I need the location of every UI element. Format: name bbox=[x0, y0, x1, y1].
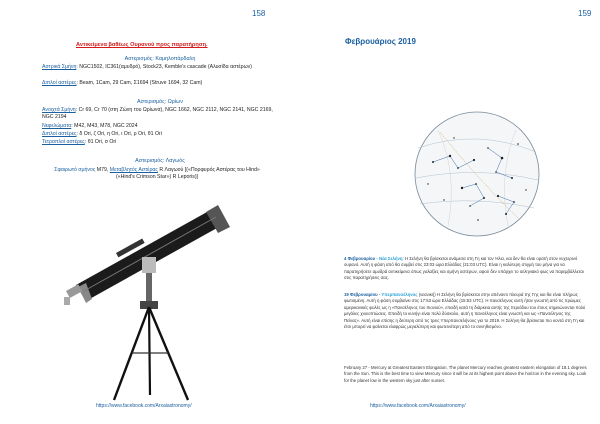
sky-map bbox=[378, 108, 576, 240]
section-heading-camelopardalis: Αστερισμός: Καμηλοπάρδαλη bbox=[124, 56, 196, 62]
telescope-tube bbox=[76, 205, 230, 303]
event-new-moon: 4 Φεβρουαρίου - Νέα Σελήνη: Η Σελήνη θα βρίσκεται ανάμεσα στη Γη και τον Ήλιο, και δεν θα είναι ορατή στον νυχτερινό ουρανό. Αυτή η φάση από θα συμβεί στις 23:03 ώρα Ελλάδας (21:03 UTC). Είναι η καλύτερη στιγμή του μήνα για να παρατηρήσετε αμυδρά αντικείμενα όπως γαλαξίες και σμήνη αστέρων, αφού δεν υπάρχει το σεληνιακό φως να παρεμβάλλεται στις παρατηρήσεις σας. bbox=[344, 256, 584, 281]
orion-nebulae bbox=[42, 123, 282, 130]
lepus-objects bbox=[52, 167, 262, 181]
line-text: : δ Ori, ζ Ori, η Ori, ι Ori, ρ Ori, θ1 Ori bbox=[76, 131, 162, 137]
mount bbox=[140, 257, 158, 309]
footer-link-left[interactable]: https://www.facebook.com/Arxaiastronomy/ bbox=[96, 403, 192, 409]
event-mercury bbox=[344, 365, 588, 384]
line-text: : θ1 Ori, σ Ori bbox=[84, 139, 117, 145]
event-text: (νεανική) Η Σελήνη θα βρίσκεται στην απέναντι πλευρά της Γης και θα είναι πλήρως φωτισμένη. Αυτή η φάση συμβαίνει στις 17:53 ώρα Ελλάδας (15:53 UTC). Η πανσέληνος αυτή ήταν γνωστή από τις πρώιμες αμερικανικές φυλές ως η «Πανσέληνος του Χιονιού», επειδή κατά τη διάρκεια αυτής της περιόδου του έτους σημειώνονται πολύ μεγάλες χιονοπτώσεις. Επειδή το κυνήγι είναι πολύ δύσκολο, αυτή η πανσέληνος είναι γνωστή και ως «Πανσέληνος της Πείνας». Αυτή είναι επίσης η δεύτερη από τις τρεις Υπερπανσελήνους για το 2019. Η Σελήνη θα βρίσκεται πιο κοντά στη Γη και έτσι μπορεί να φαίνεται ελαφρώς μεγαλύτερη και φωτεινότερη από το συνηθισμένο. bbox=[344, 292, 586, 330]
left-page-title: Αντικείμενα βαθέως Ουρανού προς παρατήρηση. bbox=[76, 42, 208, 48]
line-label[interactable]: Ανοιχτά Σμήνη bbox=[42, 107, 76, 113]
page-number-right: 159 bbox=[578, 9, 592, 18]
line-label[interactable]: Διπλοί αστέρες bbox=[42, 80, 77, 86]
line-text: : M42, M43, M78, NGC 2024 bbox=[71, 123, 138, 129]
camelopardalis-doubles bbox=[42, 80, 282, 87]
sky-horizon-circle bbox=[415, 112, 539, 236]
line-text: Μ79, bbox=[95, 167, 110, 173]
right-page bbox=[300, 0, 600, 424]
tripod bbox=[114, 307, 188, 400]
event-name: Νέα Σελήνη bbox=[379, 256, 403, 261]
line-label[interactable]: Αστρικά Σμήνη bbox=[42, 64, 77, 70]
page-number-left: 158 bbox=[252, 9, 266, 18]
line-label[interactable]: Νεφελώματα bbox=[42, 123, 72, 129]
event-date: 19 Φεβρουαρίου bbox=[344, 292, 378, 297]
orion-open-clusters bbox=[42, 107, 282, 121]
line-label[interactable]: Τετραπλοί αστέρες bbox=[42, 139, 85, 145]
orion-double-stars bbox=[42, 131, 282, 138]
line-text: : NGC1502, IC361(αμυδρό), Stock23, Kemble's cascade (Αλυσίδα αστέρων) bbox=[76, 64, 252, 70]
line-text: : Cr 69, Cr 70 (στη Ζώνη του Ωρίωνα), NGC 1662, NGC 2112, NGC 2141, NGC 2169, NGC 2194 bbox=[42, 107, 273, 120]
event-name: Υπερπανσέληνος bbox=[381, 292, 418, 297]
section-heading-orion: Αστερισμός: Ωρίων bbox=[137, 99, 183, 105]
event-text: Η Σελήνη θα βρίσκεται ανάμεσα στη Γη και τον Ήλιο, και δεν θα είναι ορατή στον νυχτερινό ουρανό. Αυτή η φάση από θα συμβεί στις 23:03 ώρα Ελλάδας (21:03 UTC). Είναι η καλύτερη στιγμή του μήνα για να παρατηρήσετε αμυδρά αντικείμενα όπως γαλαξίες και σμήνη αστέρων, αφού δεν υπάρχει το σεληνιακό φως να παρεμβάλλεται στις παρατηρήσεις σας. bbox=[344, 256, 584, 281]
footer-link-right[interactable]: https://www.facebook.com/Arxaiastronomy/ bbox=[370, 403, 466, 409]
section-heading-lepus: Αστερισμός: Λαγωός bbox=[135, 158, 185, 164]
focuser bbox=[64, 284, 82, 305]
line-label[interactable]: Μεταβλητός Αστέρας bbox=[109, 167, 158, 173]
line-label[interactable]: Διπλοί αστέρες bbox=[42, 131, 77, 137]
telescope-illustration bbox=[56, 195, 236, 405]
event-date: 4 Φεβρουαρίου bbox=[344, 256, 376, 261]
line-text: : Beam, 1Cam, 29 Cam, Σ1694 (Struve 1694, 32 Cam) bbox=[76, 80, 203, 86]
event-supermoon: 19 Φεβρουαρίου - Υπερπανσέληνος (νεανική) Η Σελήνη θα βρίσκεται στην απέναντι πλευρά της Γης και θα είναι πλήρως φωτισμένη. Αυτή η φάση συμβαίνει στις 17:53 ώρα Ελλάδας (15:53 UTC). Η πανσέληνος αυτή ήταν γνωστή από τις πρώιμες αμερικανικές φυλές ως η «Πανσέληνος του Χιονιού», επειδή κατά τη διάρκεια αυτής της περιόδου του έτους σημειώνονται πολύ μεγάλες χιονοπτώσεις. Επειδή το κυνήγι είναι πολύ δύσκολο, αυτή η πανσέληνος είναι γνωστή και ως «Πανσέληνος της Πείνας». Αυτή είναι επίσης η δεύτερη από τις τρεις Υπερπανσελήνους για το 2019. Η Σελήνη θα βρίσκεται πιο κοντά στη Γη και έτσι μπορεί να φαίνεται ελαφρώς μεγαλύτερη και φωτεινότερη από το συνηθισμένο. bbox=[344, 292, 586, 330]
month-title: Φεβρουάριος 2019 bbox=[345, 37, 416, 46]
event-date: February 27 bbox=[344, 365, 368, 370]
line-label: Σφαιρωτό σμήνος bbox=[54, 167, 96, 173]
line-text: R Λαγωού [(«Πορφυρός Αστέρας του Hind» («Hind's Crimson Star») R Leporis)] bbox=[116, 167, 260, 180]
camelopardalis-clusters bbox=[42, 64, 282, 71]
orion-quadruple-stars bbox=[42, 139, 282, 146]
event-text: - Mercury at Greatest Eastern Elongation. The planet Mercury reaches greatest eastern elongation of 18.1 degrees from the Sun. This is the best time to view Mercury since it will be at its highest point above the horizon in the evening sky. Look for the planet low in the western sky just after sunset. bbox=[344, 365, 587, 383]
